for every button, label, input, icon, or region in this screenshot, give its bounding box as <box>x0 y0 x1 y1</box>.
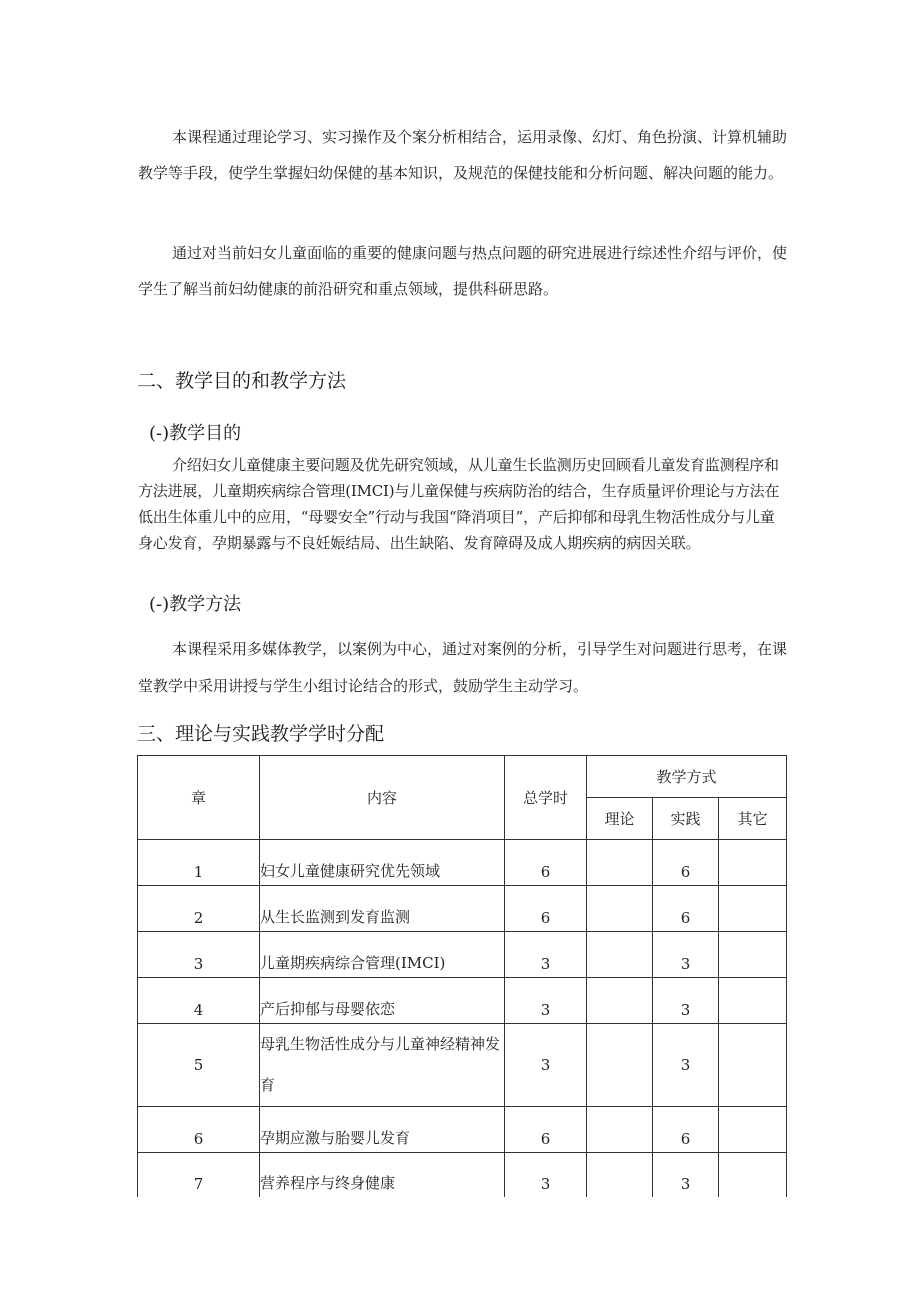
table-header-row <box>138 756 787 798</box>
cell-practice: 6 <box>653 886 719 932</box>
cell-theory <box>587 840 653 886</box>
cell-chapter: 5 <box>138 1024 260 1107</box>
subheading-teaching-goal: (-)教学目的 <box>149 423 242 444</box>
teaching-goal-paragraph: 介绍妇女儿童健康主要问题及优先研究领域，从儿童生长监测历史回顾看儿童发育监测程序和方法进展，儿童期疾病综合管理(IMCI)与儿童保健与疾病防治的结合，生存质量评价理论与方法在低出生体重儿中的应用，“母婴安全”行动与我国“降消项目”，产后抑郁和母乳生物活性成分与儿童身心发育，孕期暴露与不良妊娠结局、出生缺陷、发育障碍及成人期疾病的病因关联。 <box>138 456 780 552</box>
cell-practice: 3 <box>653 978 719 1024</box>
cell-theory <box>587 886 653 932</box>
teaching-method-paragraph: 本课程采用多媒体教学，以案例为中心，通过对案例的分析，引导学生对问题进行思考，在课堂教学中采用讲授与学生小组讨论结合的形式，鼓励学生主动学习。 <box>138 640 788 695</box>
cell-total: 3 <box>505 1024 587 1107</box>
cell-practice: 3 <box>653 932 719 978</box>
cell-other <box>719 886 787 932</box>
cell-total: 6 <box>505 1107 587 1153</box>
cell-practice: 6 <box>653 1107 719 1153</box>
cell-theory <box>587 1153 653 1198</box>
cell-other <box>719 978 787 1024</box>
header-other: 其它 <box>719 798 787 840</box>
table-row <box>138 932 787 978</box>
subheading-teaching-method: (-)教学方法 <box>149 594 242 615</box>
cell-chapter: 7 <box>138 1153 260 1198</box>
cell-other <box>719 932 787 978</box>
cell-theory <box>587 1024 653 1107</box>
table-row <box>138 1153 787 1198</box>
cell-other <box>719 1153 787 1198</box>
header-content: 内容 <box>260 756 505 840</box>
cell-content: 儿童期疾病综合管理(IMCI) <box>260 932 505 978</box>
hour-allocation-table <box>137 755 787 1197</box>
header-teaching-mode: 教学方式 <box>587 756 787 798</box>
cell-content: 从生长监测到发育监测 <box>260 886 505 932</box>
table-row <box>138 978 787 1024</box>
table-row <box>138 886 787 932</box>
cell-chapter: 4 <box>138 978 260 1024</box>
cell-theory <box>587 978 653 1024</box>
cell-practice: 6 <box>653 840 719 886</box>
cell-content: 母乳生物活性成分与儿童神经精神发育 <box>260 1024 505 1107</box>
cell-content: 营养程序与终身健康 <box>260 1153 505 1198</box>
cell-practice: 3 <box>653 1024 719 1107</box>
cell-content: 妇女儿童健康研究优先领域 <box>260 840 505 886</box>
header-theory: 理论 <box>587 798 653 840</box>
cell-theory <box>587 932 653 978</box>
cell-total: 6 <box>505 886 587 932</box>
cell-other <box>719 840 787 886</box>
table-row <box>138 1024 787 1107</box>
table-row <box>138 1107 787 1153</box>
cell-other <box>719 1024 787 1107</box>
header-chapter: 章 <box>138 756 260 840</box>
cell-total: 3 <box>505 978 587 1024</box>
section-heading-teaching-goals-methods: 二、教学目的和教学方法 <box>137 370 347 392</box>
cell-content: 产后抑郁与母婴依恋 <box>260 978 505 1024</box>
cell-chapter: 2 <box>138 886 260 932</box>
cell-chapter: 3 <box>138 932 260 978</box>
intro-paragraph-2: 通过对当前妇女儿童面临的重要的健康问题与热点问题的研究进展进行综述性介绍与评价，使学生了解当前妇幼健康的前沿研究和重点领域，提供科研思路。 <box>138 244 788 298</box>
cell-total: 6 <box>505 840 587 886</box>
cell-total: 3 <box>505 932 587 978</box>
cell-other <box>719 1107 787 1153</box>
cell-total: 3 <box>505 1153 587 1198</box>
section-heading-hour-allocation: 三、理论与实践教学学时分配 <box>137 723 385 745</box>
table-row <box>138 840 787 886</box>
cell-chapter: 6 <box>138 1107 260 1153</box>
cell-practice: 3 <box>653 1153 719 1198</box>
intro-paragraph-1: 本课程通过理论学习、实习操作及个案分析相结合，运用录像、幻灯、角色扮演、计算机辅助教学等手段，使学生掌握妇幼保健的基本知识，及规范的保健技能和分析问题、解决问题的能力。 <box>138 128 788 182</box>
cell-content: 孕期应激与胎婴儿发育 <box>260 1107 505 1153</box>
cell-chapter: 1 <box>138 840 260 886</box>
header-total-hours: 总学时 <box>505 756 587 840</box>
header-practice: 实践 <box>653 798 719 840</box>
cell-theory <box>587 1107 653 1153</box>
